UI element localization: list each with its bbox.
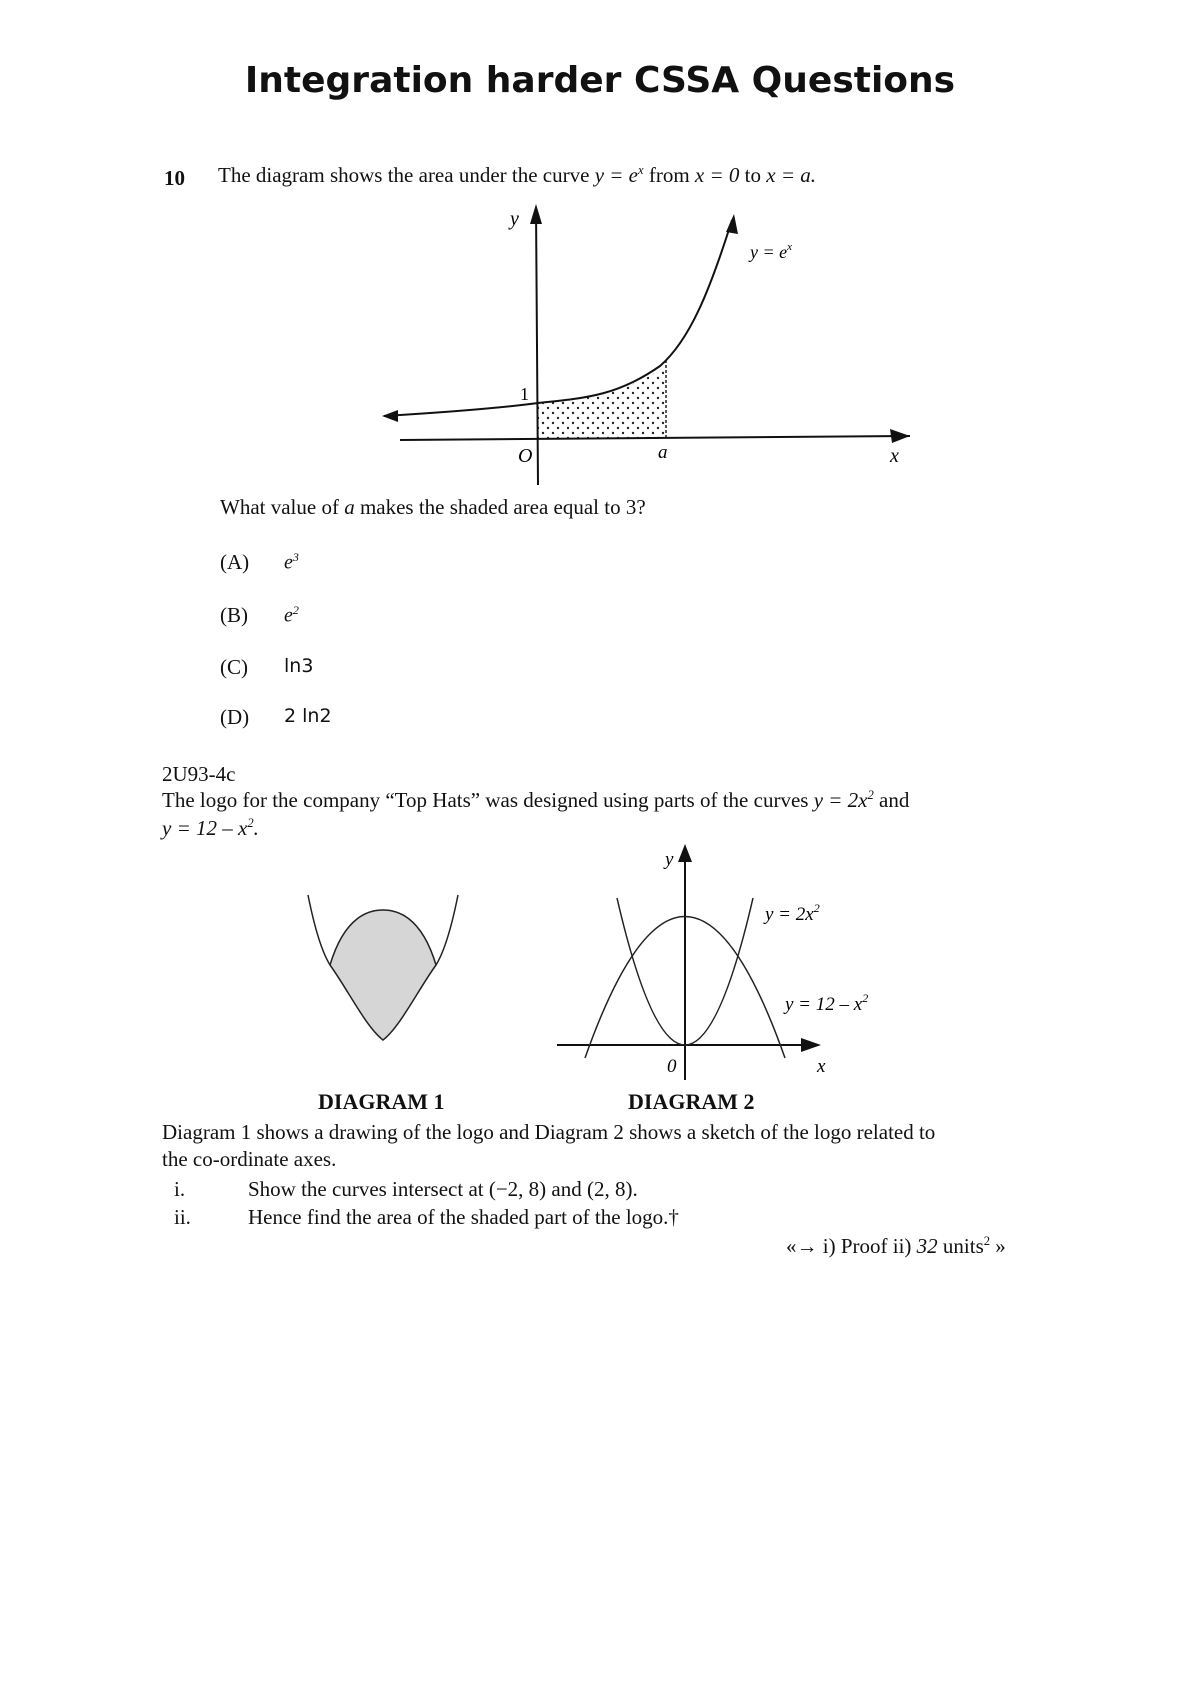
graph-x-label: x [890, 445, 899, 467]
x-axis-arrow [890, 429, 910, 443]
d2-label-12-minus-x-squared: $y = 12 - x^2$ [785, 991, 869, 1015]
graph-y-label: y [510, 208, 519, 230]
question-number: 10 [164, 166, 185, 190]
curve-top-arrow [726, 214, 738, 234]
exponential-area-graph [370, 200, 920, 490]
option-b-label: (B) [220, 603, 248, 627]
option-b-value: $e^2$ [284, 603, 299, 627]
diagram-1-caption: DIAGRAM 1 [318, 1089, 445, 1114]
curve-left-arrow [382, 410, 398, 422]
d2-y-label: y [665, 849, 674, 870]
part-ii-number: ii. [174, 1205, 191, 1229]
option-a-label: (A) [220, 550, 250, 574]
y-axis-arrow [530, 204, 542, 224]
logo-shaded-shape [330, 910, 436, 1040]
graph-intercept-label: 1 [520, 384, 529, 404]
question-10-intro [218, 163, 816, 188]
d2-y-axis-arrow [678, 844, 692, 862]
question-reference: 2U93-4c [162, 762, 236, 786]
d2-x-label: x [817, 1056, 826, 1077]
option-c-label: (C) [220, 655, 248, 679]
to-text: to [744, 163, 762, 187]
diagram-2-caption: DIAGRAM 2 [628, 1089, 755, 1114]
logo-question-line1: The logo for the company “Top Hats” was designed using parts of the curves $y = 2x^2$ and [162, 788, 910, 812]
option-a-value: $e^3$ [284, 550, 299, 574]
x-start: x = 0 [694, 163, 740, 187]
exponential-curve [384, 220, 732, 416]
diagram-2-sketch [545, 840, 905, 1080]
option-d-value: 2 ln2 [284, 705, 332, 727]
page-title: Integration harder CSSA Questions [244, 60, 956, 101]
logo-question-line2: $y = 12 - x^2$. [162, 816, 259, 840]
d2-origin-label: 0 [667, 1056, 677, 1077]
part-ii-text: Hence find the area of the shaded part of the logo.† [248, 1205, 679, 1229]
graph-curve-label: $y = e^x$ [750, 241, 793, 262]
d2-label-2x-squared: $y = 2x^2$ [765, 901, 820, 925]
y-axis [536, 208, 538, 485]
intro-text: The diagram shows the area under the curve [218, 163, 590, 187]
d2-x-axis-arrow [801, 1038, 821, 1052]
description-line-1: Diagram 1 shows a drawing of the logo and Diagram 2 shows a sketch of the logo related to [162, 1120, 936, 1144]
curve-equation: $y = e^x$ [594, 163, 644, 187]
x-end: x = a. [766, 163, 817, 187]
question-prompt: What value of a makes the shaded area equal to 3? [220, 495, 646, 519]
option-c-value: ln3 [284, 655, 314, 677]
graph-origin-label: O [518, 445, 533, 467]
option-d-label: (D) [220, 705, 250, 729]
logo-right-line [436, 895, 458, 965]
description-line-2: the co-ordinate axes. [162, 1147, 337, 1171]
logo-left-line [308, 895, 330, 965]
graph-a-label: a [658, 442, 668, 463]
part-i-text: Show the curves intersect at (−2, 8) and (2, 8). [248, 1177, 638, 1201]
diagram-1-logo [300, 890, 470, 1050]
part-i-number: i. [174, 1177, 186, 1201]
answer-line: «→ i) Proof ii) 32 units$^2$ » [786, 1234, 1006, 1258]
from-text: from [648, 163, 690, 187]
